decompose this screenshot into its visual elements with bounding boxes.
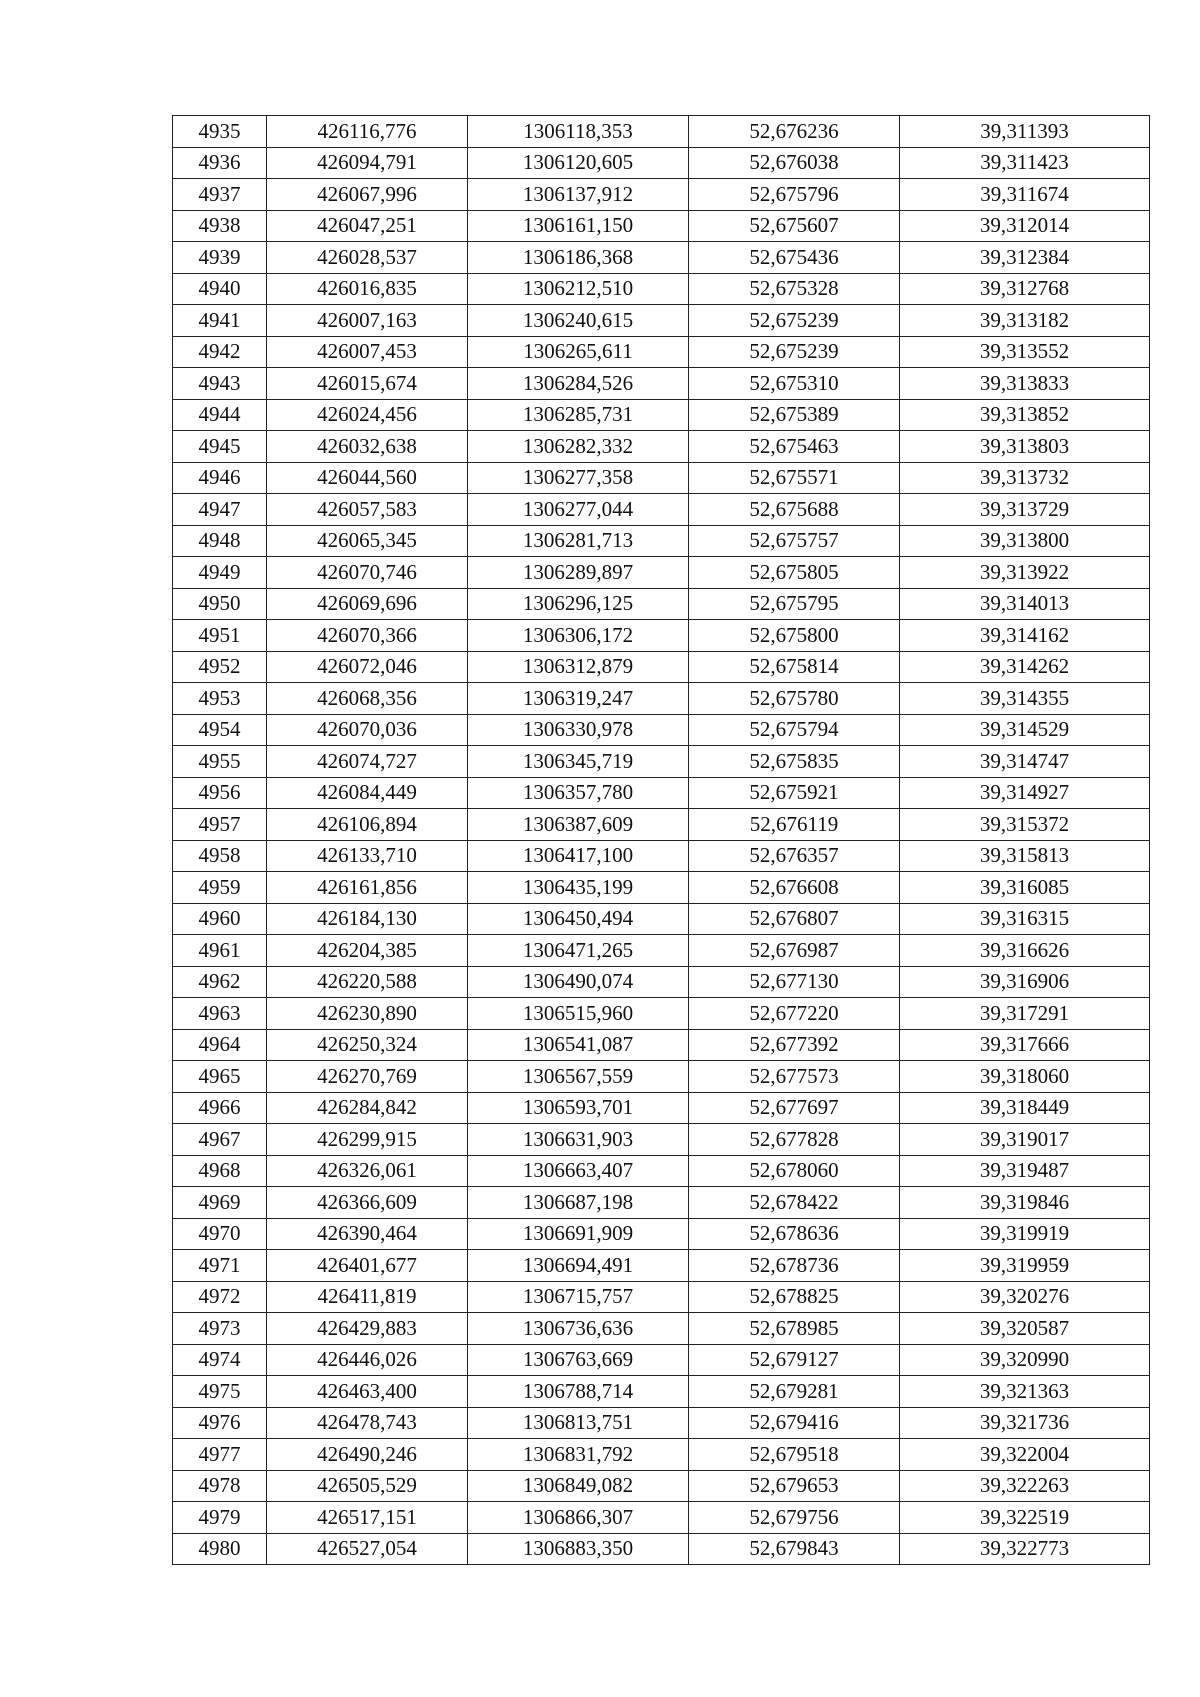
table-row <box>173 683 1150 715</box>
point-number-cell: 4962 <box>173 966 267 998</box>
point-number-cell: 4939 <box>173 242 267 274</box>
latitude-cell: 52,678736 <box>689 1250 900 1282</box>
point-number-cell: 4958 <box>173 840 267 872</box>
point-number-cell: 4936 <box>173 147 267 179</box>
longitude-cell: 39,318060 <box>900 1061 1150 1093</box>
longitude-cell: 39,318449 <box>900 1092 1150 1124</box>
table-row <box>173 1250 1150 1282</box>
point-number-cell: 4978 <box>173 1470 267 1502</box>
longitude-cell: 39,313852 <box>900 399 1150 431</box>
longitude-cell: 39,314747 <box>900 746 1150 778</box>
table-row <box>173 368 1150 400</box>
y-coordinate-cell: 1306813,751 <box>468 1407 689 1439</box>
point-number-cell: 4952 <box>173 651 267 683</box>
x-coordinate-cell: 426047,251 <box>267 210 468 242</box>
longitude-cell: 39,313729 <box>900 494 1150 526</box>
point-number-cell: 4953 <box>173 683 267 715</box>
table-row <box>173 305 1150 337</box>
x-coordinate-cell: 426230,890 <box>267 998 468 1030</box>
longitude-cell: 39,314529 <box>900 714 1150 746</box>
latitude-cell: 52,675794 <box>689 714 900 746</box>
longitude-cell: 39,314355 <box>900 683 1150 715</box>
table-row <box>173 462 1150 494</box>
table-row <box>173 431 1150 463</box>
longitude-cell: 39,313803 <box>900 431 1150 463</box>
y-coordinate-cell: 1306435,199 <box>468 872 689 904</box>
point-number-cell: 4940 <box>173 273 267 305</box>
latitude-cell: 52,675688 <box>689 494 900 526</box>
x-coordinate-cell: 426517,151 <box>267 1502 468 1534</box>
point-number-cell: 4977 <box>173 1439 267 1471</box>
point-number-cell: 4943 <box>173 368 267 400</box>
y-coordinate-cell: 1306450,494 <box>468 903 689 935</box>
latitude-cell: 52,675796 <box>689 179 900 211</box>
point-number-cell: 4963 <box>173 998 267 1030</box>
table-row <box>173 1470 1150 1502</box>
y-coordinate-cell: 1306296,125 <box>468 588 689 620</box>
x-coordinate-cell: 426072,046 <box>267 651 468 683</box>
point-number-cell: 4971 <box>173 1250 267 1282</box>
y-coordinate-cell: 1306663,407 <box>468 1155 689 1187</box>
x-coordinate-cell: 426070,036 <box>267 714 468 746</box>
x-coordinate-cell: 426069,696 <box>267 588 468 620</box>
latitude-cell: 52,677828 <box>689 1124 900 1156</box>
x-coordinate-cell: 426015,674 <box>267 368 468 400</box>
point-number-cell: 4946 <box>173 462 267 494</box>
longitude-cell: 39,321736 <box>900 1407 1150 1439</box>
longitude-cell: 39,314262 <box>900 651 1150 683</box>
table-row <box>173 1313 1150 1345</box>
x-coordinate-cell: 426299,915 <box>267 1124 468 1156</box>
y-coordinate-cell: 1306120,605 <box>468 147 689 179</box>
y-coordinate-cell: 1306387,609 <box>468 809 689 841</box>
point-number-cell: 4979 <box>173 1502 267 1534</box>
x-coordinate-cell: 426478,743 <box>267 1407 468 1439</box>
point-number-cell: 4975 <box>173 1376 267 1408</box>
longitude-cell: 39,319017 <box>900 1124 1150 1156</box>
latitude-cell: 52,675795 <box>689 588 900 620</box>
x-coordinate-cell: 426094,791 <box>267 147 468 179</box>
table-row <box>173 1029 1150 1061</box>
latitude-cell: 52,675814 <box>689 651 900 683</box>
latitude-cell: 52,675310 <box>689 368 900 400</box>
y-coordinate-cell: 1306694,491 <box>468 1250 689 1282</box>
latitude-cell: 52,675571 <box>689 462 900 494</box>
y-coordinate-cell: 1306831,792 <box>468 1439 689 1471</box>
point-number-cell: 4961 <box>173 935 267 967</box>
latitude-cell: 52,675328 <box>689 273 900 305</box>
coordinates-table-body <box>173 116 1150 1565</box>
latitude-cell: 52,678636 <box>689 1218 900 1250</box>
latitude-cell: 52,676987 <box>689 935 900 967</box>
point-number-cell: 4954 <box>173 714 267 746</box>
x-coordinate-cell: 426505,529 <box>267 1470 468 1502</box>
y-coordinate-cell: 1306282,332 <box>468 431 689 463</box>
y-coordinate-cell: 1306277,044 <box>468 494 689 526</box>
y-coordinate-cell: 1306281,713 <box>468 525 689 557</box>
y-coordinate-cell: 1306417,100 <box>468 840 689 872</box>
y-coordinate-cell: 1306866,307 <box>468 1502 689 1534</box>
point-number-cell: 4972 <box>173 1281 267 1313</box>
x-coordinate-cell: 426067,996 <box>267 179 468 211</box>
latitude-cell: 52,679127 <box>689 1344 900 1376</box>
longitude-cell: 39,312384 <box>900 242 1150 274</box>
x-coordinate-cell: 426032,638 <box>267 431 468 463</box>
longitude-cell: 39,322773 <box>900 1533 1150 1565</box>
longitude-cell: 39,317666 <box>900 1029 1150 1061</box>
y-coordinate-cell: 1306849,082 <box>468 1470 689 1502</box>
latitude-cell: 52,675239 <box>689 305 900 337</box>
table-row <box>173 1502 1150 1534</box>
table-row <box>173 1092 1150 1124</box>
latitude-cell: 52,679281 <box>689 1376 900 1408</box>
table-row <box>173 399 1150 431</box>
x-coordinate-cell: 426133,710 <box>267 840 468 872</box>
table-row <box>173 935 1150 967</box>
point-number-cell: 4967 <box>173 1124 267 1156</box>
longitude-cell: 39,319487 <box>900 1155 1150 1187</box>
longitude-cell: 39,319919 <box>900 1218 1150 1250</box>
point-number-cell: 4955 <box>173 746 267 778</box>
longitude-cell: 39,320587 <box>900 1313 1150 1345</box>
x-coordinate-cell: 426028,537 <box>267 242 468 274</box>
longitude-cell: 39,313833 <box>900 368 1150 400</box>
longitude-cell: 39,316085 <box>900 872 1150 904</box>
table-row <box>173 1407 1150 1439</box>
x-coordinate-cell: 426016,835 <box>267 273 468 305</box>
point-number-cell: 4942 <box>173 336 267 368</box>
longitude-cell: 39,320990 <box>900 1344 1150 1376</box>
table-row <box>173 336 1150 368</box>
y-coordinate-cell: 1306515,960 <box>468 998 689 1030</box>
point-number-cell: 4968 <box>173 1155 267 1187</box>
y-coordinate-cell: 1306186,368 <box>468 242 689 274</box>
point-number-cell: 4951 <box>173 620 267 652</box>
y-coordinate-cell: 1306541,087 <box>468 1029 689 1061</box>
latitude-cell: 52,676038 <box>689 147 900 179</box>
point-number-cell: 4947 <box>173 494 267 526</box>
longitude-cell: 39,320276 <box>900 1281 1150 1313</box>
longitude-cell: 39,315813 <box>900 840 1150 872</box>
table-row <box>173 273 1150 305</box>
table-row <box>173 1281 1150 1313</box>
y-coordinate-cell: 1306763,669 <box>468 1344 689 1376</box>
point-number-cell: 4944 <box>173 399 267 431</box>
x-coordinate-cell: 426220,588 <box>267 966 468 998</box>
x-coordinate-cell: 426490,246 <box>267 1439 468 1471</box>
table-row <box>173 242 1150 274</box>
table-row <box>173 1061 1150 1093</box>
x-coordinate-cell: 426250,324 <box>267 1029 468 1061</box>
table-row <box>173 620 1150 652</box>
table-row <box>173 1344 1150 1376</box>
x-coordinate-cell: 426204,385 <box>267 935 468 967</box>
x-coordinate-cell: 426411,819 <box>267 1281 468 1313</box>
y-coordinate-cell: 1306736,636 <box>468 1313 689 1345</box>
longitude-cell: 39,312014 <box>900 210 1150 242</box>
x-coordinate-cell: 426270,769 <box>267 1061 468 1093</box>
y-coordinate-cell: 1306319,247 <box>468 683 689 715</box>
point-number-cell: 4974 <box>173 1344 267 1376</box>
y-coordinate-cell: 1306306,172 <box>468 620 689 652</box>
latitude-cell: 52,679416 <box>689 1407 900 1439</box>
y-coordinate-cell: 1306330,978 <box>468 714 689 746</box>
coordinates-table <box>172 115 1150 1565</box>
y-coordinate-cell: 1306631,903 <box>468 1124 689 1156</box>
x-coordinate-cell: 426366,609 <box>267 1187 468 1219</box>
longitude-cell: 39,315372 <box>900 809 1150 841</box>
latitude-cell: 52,675805 <box>689 557 900 589</box>
longitude-cell: 39,311393 <box>900 116 1150 148</box>
latitude-cell: 52,679756 <box>689 1502 900 1534</box>
y-coordinate-cell: 1306285,731 <box>468 399 689 431</box>
latitude-cell: 52,678825 <box>689 1281 900 1313</box>
table-row <box>173 588 1150 620</box>
latitude-cell: 52,678985 <box>689 1313 900 1345</box>
y-coordinate-cell: 1306137,912 <box>468 179 689 211</box>
x-coordinate-cell: 426390,464 <box>267 1218 468 1250</box>
table-row <box>173 714 1150 746</box>
table-row <box>173 998 1150 1030</box>
longitude-cell: 39,312768 <box>900 273 1150 305</box>
y-coordinate-cell: 1306345,719 <box>468 746 689 778</box>
longitude-cell: 39,322519 <box>900 1502 1150 1534</box>
x-coordinate-cell: 426024,456 <box>267 399 468 431</box>
x-coordinate-cell: 426527,054 <box>267 1533 468 1565</box>
longitude-cell: 39,314013 <box>900 588 1150 620</box>
latitude-cell: 52,676357 <box>689 840 900 872</box>
point-number-cell: 4956 <box>173 777 267 809</box>
table-row <box>173 116 1150 148</box>
latitude-cell: 52,675800 <box>689 620 900 652</box>
table-row <box>173 651 1150 683</box>
latitude-cell: 52,675780 <box>689 683 900 715</box>
y-coordinate-cell: 1306118,353 <box>468 116 689 148</box>
table-row <box>173 746 1150 778</box>
latitude-cell: 52,675921 <box>689 777 900 809</box>
y-coordinate-cell: 1306687,198 <box>468 1187 689 1219</box>
y-coordinate-cell: 1306490,074 <box>468 966 689 998</box>
point-number-cell: 4976 <box>173 1407 267 1439</box>
longitude-cell: 39,311423 <box>900 147 1150 179</box>
point-number-cell: 4960 <box>173 903 267 935</box>
longitude-cell: 39,322004 <box>900 1439 1150 1471</box>
longitude-cell: 39,311674 <box>900 179 1150 211</box>
latitude-cell: 52,675835 <box>689 746 900 778</box>
table-row <box>173 966 1150 998</box>
table-row <box>173 1376 1150 1408</box>
x-coordinate-cell: 426070,746 <box>267 557 468 589</box>
y-coordinate-cell: 1306312,879 <box>468 651 689 683</box>
x-coordinate-cell: 426106,894 <box>267 809 468 841</box>
point-number-cell: 4938 <box>173 210 267 242</box>
x-coordinate-cell: 426284,842 <box>267 1092 468 1124</box>
point-number-cell: 4959 <box>173 872 267 904</box>
point-number-cell: 4941 <box>173 305 267 337</box>
point-number-cell: 4945 <box>173 431 267 463</box>
longitude-cell: 39,313182 <box>900 305 1150 337</box>
x-coordinate-cell: 426161,856 <box>267 872 468 904</box>
x-coordinate-cell: 426074,727 <box>267 746 468 778</box>
longitude-cell: 39,321363 <box>900 1376 1150 1408</box>
y-coordinate-cell: 1306212,510 <box>468 273 689 305</box>
table-row <box>173 1533 1150 1565</box>
x-coordinate-cell: 426463,400 <box>267 1376 468 1408</box>
point-number-cell: 4957 <box>173 809 267 841</box>
y-coordinate-cell: 1306357,780 <box>468 777 689 809</box>
y-coordinate-cell: 1306277,358 <box>468 462 689 494</box>
longitude-cell: 39,322263 <box>900 1470 1150 1502</box>
longitude-cell: 39,316626 <box>900 935 1150 967</box>
longitude-cell: 39,314162 <box>900 620 1150 652</box>
latitude-cell: 52,676119 <box>689 809 900 841</box>
x-coordinate-cell: 426401,677 <box>267 1250 468 1282</box>
latitude-cell: 52,675757 <box>689 525 900 557</box>
x-coordinate-cell: 426065,345 <box>267 525 468 557</box>
longitude-cell: 39,314927 <box>900 777 1150 809</box>
table-row <box>173 179 1150 211</box>
x-coordinate-cell: 426007,163 <box>267 305 468 337</box>
latitude-cell: 52,675389 <box>689 399 900 431</box>
longitude-cell: 39,317291 <box>900 998 1150 1030</box>
longitude-cell: 39,313732 <box>900 462 1150 494</box>
x-coordinate-cell: 426057,583 <box>267 494 468 526</box>
x-coordinate-cell: 426070,366 <box>267 620 468 652</box>
table-row <box>173 147 1150 179</box>
latitude-cell: 52,678060 <box>689 1155 900 1187</box>
table-row <box>173 494 1150 526</box>
point-number-cell: 4965 <box>173 1061 267 1093</box>
y-coordinate-cell: 1306289,897 <box>468 557 689 589</box>
longitude-cell: 39,313552 <box>900 336 1150 368</box>
point-number-cell: 4970 <box>173 1218 267 1250</box>
x-coordinate-cell: 426326,061 <box>267 1155 468 1187</box>
x-coordinate-cell: 426446,026 <box>267 1344 468 1376</box>
y-coordinate-cell: 1306240,615 <box>468 305 689 337</box>
point-number-cell: 4937 <box>173 179 267 211</box>
latitude-cell: 52,679518 <box>689 1439 900 1471</box>
table-row <box>173 840 1150 872</box>
latitude-cell: 52,678422 <box>689 1187 900 1219</box>
latitude-cell: 52,675436 <box>689 242 900 274</box>
point-number-cell: 4964 <box>173 1029 267 1061</box>
x-coordinate-cell: 426429,883 <box>267 1313 468 1345</box>
point-number-cell: 4966 <box>173 1092 267 1124</box>
point-number-cell: 4948 <box>173 525 267 557</box>
latitude-cell: 52,677130 <box>689 966 900 998</box>
table-row <box>173 872 1150 904</box>
y-coordinate-cell: 1306284,526 <box>468 368 689 400</box>
longitude-cell: 39,313922 <box>900 557 1150 589</box>
x-coordinate-cell: 426044,560 <box>267 462 468 494</box>
table-row <box>173 1439 1150 1471</box>
longitude-cell: 39,319959 <box>900 1250 1150 1282</box>
point-number-cell: 4950 <box>173 588 267 620</box>
y-coordinate-cell: 1306265,611 <box>468 336 689 368</box>
table-row <box>173 1124 1150 1156</box>
latitude-cell: 52,675239 <box>689 336 900 368</box>
y-coordinate-cell: 1306471,265 <box>468 935 689 967</box>
latitude-cell: 52,675463 <box>689 431 900 463</box>
latitude-cell: 52,676236 <box>689 116 900 148</box>
table-row <box>173 1218 1150 1250</box>
x-coordinate-cell: 426116,776 <box>267 116 468 148</box>
y-coordinate-cell: 1306567,559 <box>468 1061 689 1093</box>
longitude-cell: 39,316906 <box>900 966 1150 998</box>
latitude-cell: 52,679843 <box>689 1533 900 1565</box>
latitude-cell: 52,679653 <box>689 1470 900 1502</box>
table-row <box>173 210 1150 242</box>
table-row <box>173 777 1150 809</box>
x-coordinate-cell: 426007,453 <box>267 336 468 368</box>
y-coordinate-cell: 1306883,350 <box>468 1533 689 1565</box>
longitude-cell: 39,316315 <box>900 903 1150 935</box>
x-coordinate-cell: 426184,130 <box>267 903 468 935</box>
y-coordinate-cell: 1306691,909 <box>468 1218 689 1250</box>
latitude-cell: 52,676807 <box>689 903 900 935</box>
point-number-cell: 4969 <box>173 1187 267 1219</box>
table-row <box>173 809 1150 841</box>
y-coordinate-cell: 1306715,757 <box>468 1281 689 1313</box>
latitude-cell: 52,677392 <box>689 1029 900 1061</box>
longitude-cell: 39,319846 <box>900 1187 1150 1219</box>
longitude-cell: 39,313800 <box>900 525 1150 557</box>
table-row <box>173 1187 1150 1219</box>
latitude-cell: 52,675607 <box>689 210 900 242</box>
y-coordinate-cell: 1306788,714 <box>468 1376 689 1408</box>
table-row <box>173 903 1150 935</box>
latitude-cell: 52,676608 <box>689 872 900 904</box>
point-number-cell: 4935 <box>173 116 267 148</box>
point-number-cell: 4980 <box>173 1533 267 1565</box>
table-row <box>173 1155 1150 1187</box>
latitude-cell: 52,677573 <box>689 1061 900 1093</box>
y-coordinate-cell: 1306161,150 <box>468 210 689 242</box>
latitude-cell: 52,677697 <box>689 1092 900 1124</box>
x-coordinate-cell: 426068,356 <box>267 683 468 715</box>
point-number-cell: 4949 <box>173 557 267 589</box>
table-row <box>173 525 1150 557</box>
table-row <box>173 557 1150 589</box>
latitude-cell: 52,677220 <box>689 998 900 1030</box>
point-number-cell: 4973 <box>173 1313 267 1345</box>
x-coordinate-cell: 426084,449 <box>267 777 468 809</box>
y-coordinate-cell: 1306593,701 <box>468 1092 689 1124</box>
